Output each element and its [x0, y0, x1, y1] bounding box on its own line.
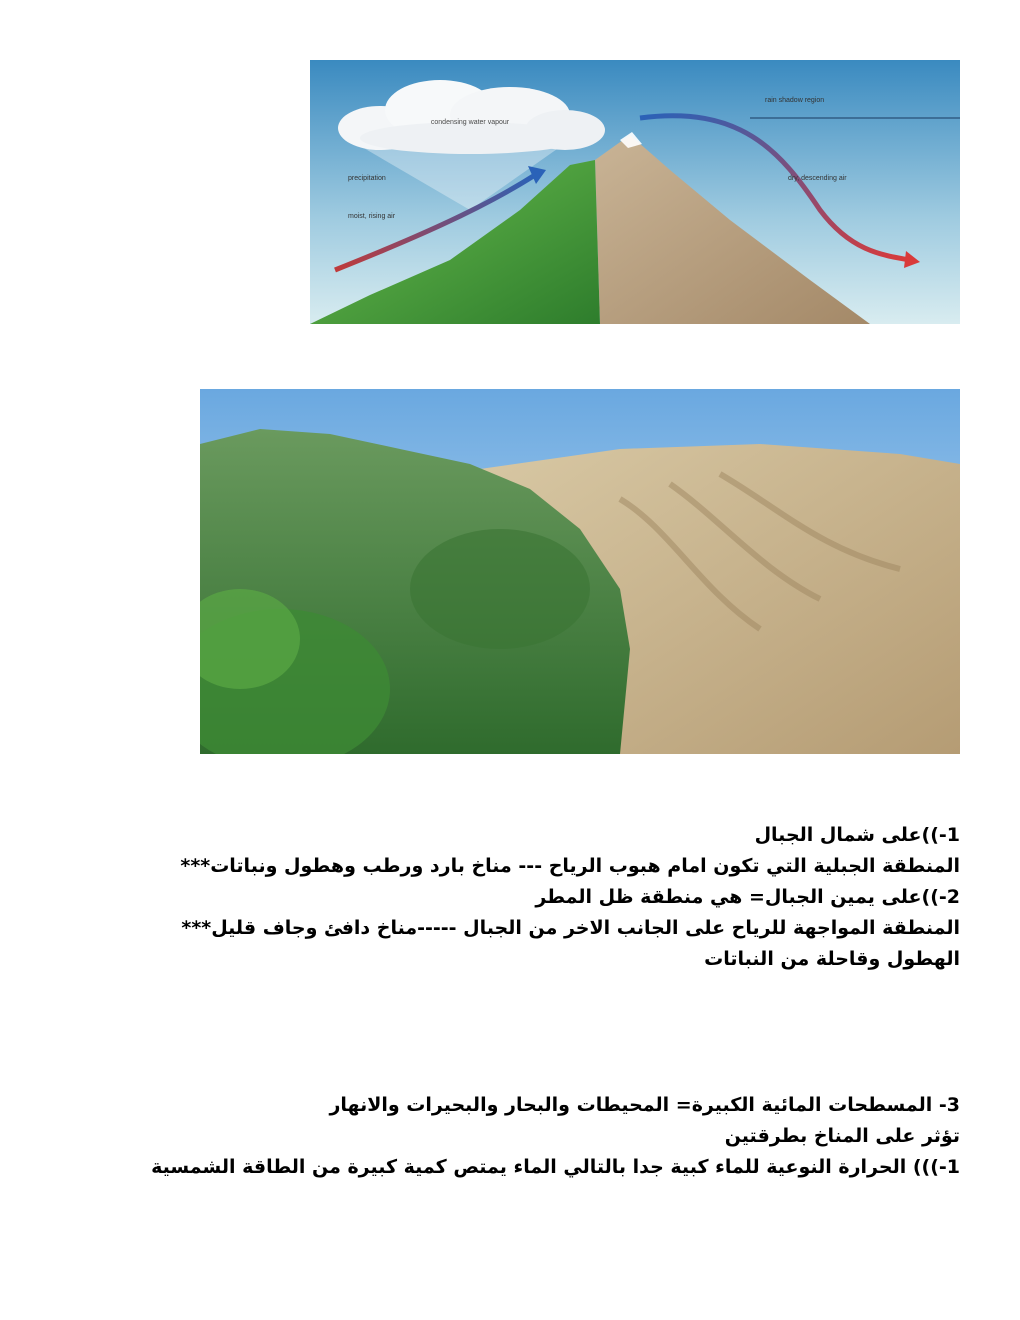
label-dry: dry, descending air [788, 175, 847, 182]
section-water-bodies [120, 1090, 960, 1183]
orographic-diagram [310, 60, 960, 324]
section1-line5: الهطول وقاحلة من النباتات [704, 948, 960, 970]
label-rainshadow: rain shadow region [765, 97, 825, 104]
label-moist: moist, rising air [348, 213, 396, 220]
section1-line1: 1-))على شمال الجبال [754, 824, 960, 846]
section2-line1: 3- المسطحات المائية الكبيرة= المحيطات والبحار والبحيرات والانهار [329, 1094, 960, 1116]
label-precip: precipitation [348, 175, 386, 182]
section1-line4: المنطقة المواجهة للرياح على الجانب الاخر من الجبال -----مناخ دافئ وجاف قليل*** [181, 917, 960, 939]
mountain-photo [200, 389, 960, 754]
label-cloud: condensing water vapour [430, 119, 510, 126]
section2-line2: تؤثر على المناخ بطرقتين [724, 1125, 960, 1147]
section-mountain-sides [120, 820, 960, 975]
section1-line3: 2-))على يمين الجبال= هي منطقة ظل المطر [535, 886, 960, 908]
section2-line3: 1-))) الحرارة النوعية للماء كبية جدا بالتالي الماء يمتص كمية كبيرة من الطاقة الشمسية [151, 1156, 960, 1178]
section1-line2: المنطقة الجبلية التي تكون امام هبوب الرياح --- مناخ بارد ورطب وهطول ونباتات*** [180, 855, 960, 877]
